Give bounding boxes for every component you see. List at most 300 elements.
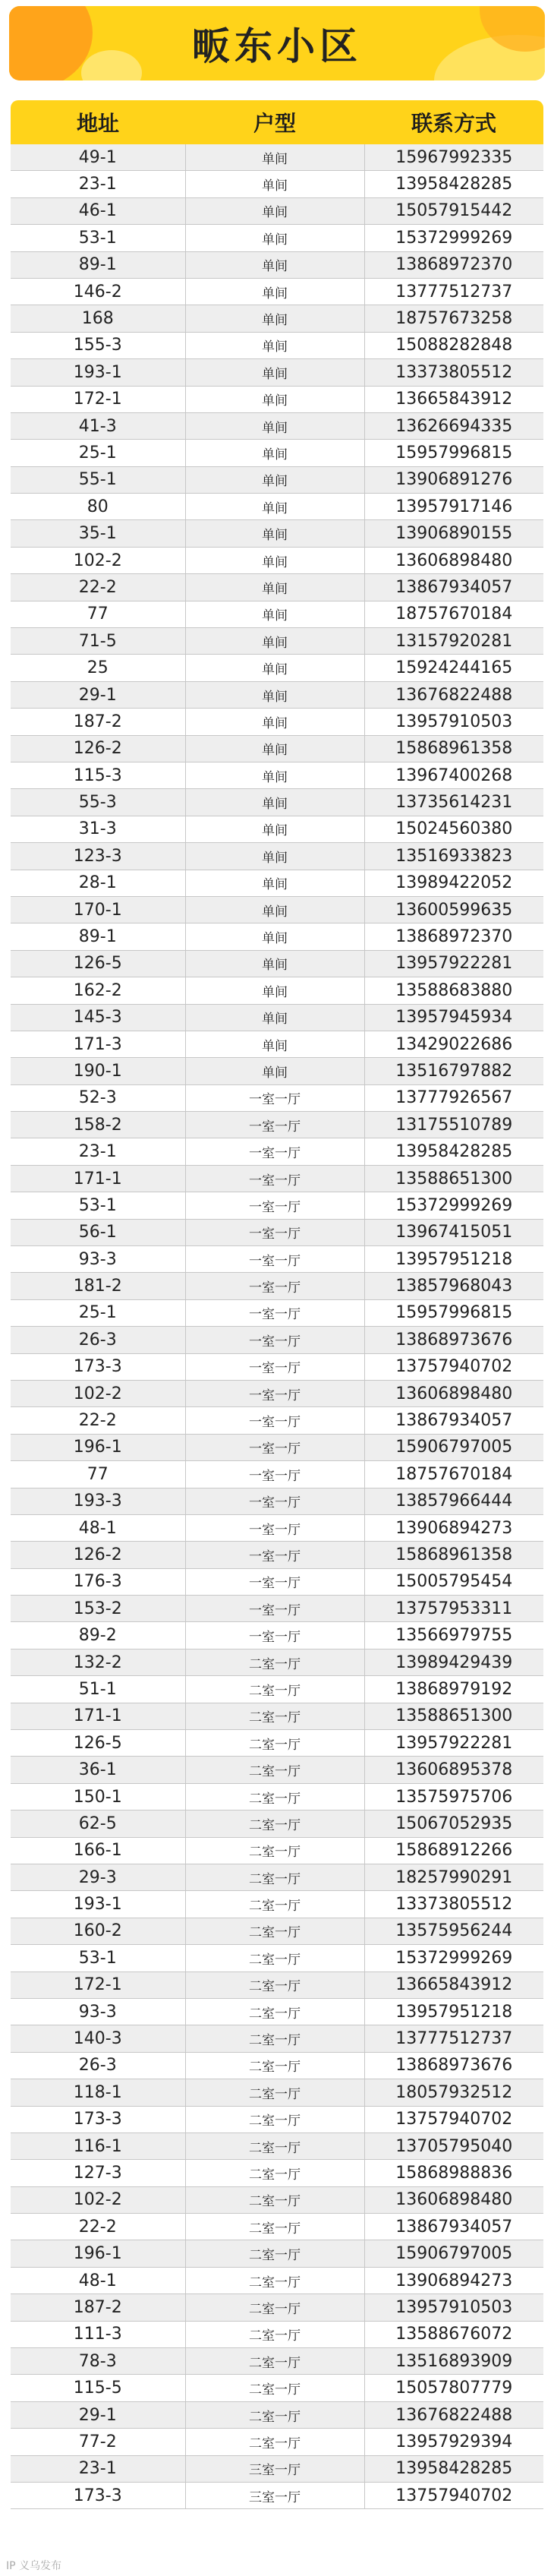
cell-unit-type: 单间 <box>185 843 364 870</box>
cell-contact-phone: 15924244165 <box>364 655 543 681</box>
cell-address: 168 <box>11 305 185 332</box>
cell-unit-type: 二室一厅 <box>185 1864 364 1891</box>
cell-address: 172-1 <box>11 1971 185 1998</box>
cell-unit-type: 一室一厅 <box>185 1353 364 1380</box>
cell-unit-type: 单间 <box>185 278 364 305</box>
cell-address: 49-1 <box>11 144 185 171</box>
cell-address: 29-1 <box>11 681 185 708</box>
cell-unit-type: 单间 <box>185 171 364 197</box>
cell-address: 102-2 <box>11 1380 185 1406</box>
table-header <box>11 100 543 144</box>
cell-contact-phone: 13757953311 <box>364 1596 543 1622</box>
cell-contact-phone: 13676822488 <box>364 2401 543 2428</box>
cell-contact-phone: 15957996815 <box>364 440 543 466</box>
table-row <box>11 520 543 547</box>
table-row <box>11 2186 543 2213</box>
table-row <box>11 1568 543 1595</box>
cell-unit-type: 单间 <box>185 359 364 386</box>
cell-unit-type: 一室一厅 <box>185 1542 364 1568</box>
cell-unit-type: 单间 <box>185 1058 364 1084</box>
cell-address: 23-1 <box>11 2455 185 2482</box>
cell-unit-type: 二室一厅 <box>185 1891 364 1918</box>
cell-unit-type: 二室一厅 <box>185 2348 364 2375</box>
table-row <box>11 601 543 627</box>
cell-unit-type: 二室一厅 <box>185 1649 364 1675</box>
cell-address: 25 <box>11 655 185 681</box>
cell-unit-type: 一室一厅 <box>185 1488 364 1514</box>
cell-unit-type: 单间 <box>185 305 364 332</box>
watermark-text: IP 义乌发布 <box>6 2560 62 2572</box>
table-row <box>11 1622 543 1649</box>
cell-unit-type: 二室一厅 <box>185 2106 364 2132</box>
table-row <box>11 574 543 601</box>
table-row <box>11 547 543 573</box>
table-row <box>11 2160 543 2186</box>
cell-address: 22-2 <box>11 574 185 601</box>
cell-address: 196-1 <box>11 1434 185 1460</box>
cell-address: 123-3 <box>11 843 185 870</box>
table-header-row <box>11 100 543 144</box>
table-row <box>11 950 543 977</box>
table-row <box>11 1165 543 1192</box>
cell-contact-phone: 13906891276 <box>364 466 543 493</box>
cell-unit-type: 一室一厅 <box>185 1273 364 1299</box>
cell-unit-type: 单间 <box>185 735 364 762</box>
cell-address: 93-3 <box>11 1998 185 2025</box>
cell-unit-type: 二室一厅 <box>185 1837 364 1864</box>
cell-address: 126-2 <box>11 735 185 762</box>
cell-contact-phone: 13868973676 <box>364 1327 543 1353</box>
table-row <box>11 1273 543 1299</box>
table-row <box>11 2240 543 2267</box>
cell-contact-phone: 13868973676 <box>364 2052 543 2079</box>
cell-unit-type: 一室一厅 <box>185 1138 364 1165</box>
cell-contact-phone: 13777512737 <box>364 278 543 305</box>
cell-contact-phone: 13958428285 <box>364 2455 543 2482</box>
cell-unit-type: 一室一厅 <box>185 1380 364 1406</box>
table-row <box>11 628 543 655</box>
cell-unit-type: 一室一厅 <box>185 1327 364 1353</box>
cell-unit-type: 一室一厅 <box>185 1219 364 1245</box>
table-row <box>11 278 543 305</box>
table-row <box>11 1219 543 1245</box>
table-row <box>11 1058 543 1084</box>
cell-address: 150-1 <box>11 1783 185 1810</box>
cell-address: 23-1 <box>11 1138 185 1165</box>
cell-address: 89-1 <box>11 923 185 950</box>
table-row <box>11 1112 543 1138</box>
cell-contact-phone: 15057915442 <box>364 197 543 224</box>
cell-contact-phone: 13157920281 <box>364 628 543 655</box>
cell-address: 193-3 <box>11 1488 185 1514</box>
table-row <box>11 1353 543 1380</box>
cell-unit-type: 单间 <box>185 466 364 493</box>
cell-contact-phone: 13957917146 <box>364 494 543 520</box>
table-row <box>11 2321 543 2347</box>
table-row <box>11 1757 543 1783</box>
cell-address: 126-2 <box>11 1542 185 1568</box>
cell-unit-type: 单间 <box>185 923 364 950</box>
cell-unit-type: 一室一厅 <box>185 1622 364 1649</box>
cell-unit-type: 单间 <box>185 225 364 251</box>
cell-contact-phone: 13516893909 <box>364 2348 543 2375</box>
cell-address: 55-3 <box>11 789 185 816</box>
cell-contact-phone: 13957951218 <box>364 1246 543 1273</box>
table-row <box>11 896 543 923</box>
table-row <box>11 762 543 788</box>
cell-address: 31-3 <box>11 816 185 842</box>
cell-unit-type: 一室一厅 <box>185 1434 364 1460</box>
cell-contact-phone: 18757670184 <box>364 1461 543 1488</box>
cell-contact-phone: 13867934057 <box>364 1407 543 1434</box>
cell-unit-type: 单间 <box>185 386 364 412</box>
cell-address: 171-3 <box>11 1031 185 1057</box>
cell-address: 22-2 <box>11 2214 185 2240</box>
cell-unit-type: 单间 <box>185 709 364 735</box>
cell-contact-phone: 15372999269 <box>364 1192 543 1219</box>
cell-address: 26-3 <box>11 1327 185 1353</box>
cell-contact-phone: 13777926567 <box>364 1084 543 1111</box>
cell-contact-phone: 13967415051 <box>364 1219 543 1245</box>
cell-address: 190-1 <box>11 1058 185 1084</box>
cell-contact-phone: 13665843912 <box>364 386 543 412</box>
cell-address: 172-1 <box>11 386 185 412</box>
cell-unit-type: 二室一厅 <box>185 2025 364 2052</box>
cell-contact-phone: 18057932512 <box>364 2079 543 2106</box>
cell-contact-phone: 13575975706 <box>364 1783 543 1810</box>
cell-address: 77 <box>11 1461 185 1488</box>
cell-unit-type: 二室一厅 <box>185 2401 364 2428</box>
cell-contact-phone: 13373805512 <box>364 1891 543 1918</box>
table-row <box>11 681 543 708</box>
cell-address: 62-5 <box>11 1810 185 1837</box>
header-banner-area <box>0 0 554 88</box>
cell-address: 118-1 <box>11 2079 185 2106</box>
cell-unit-type: 二室一厅 <box>185 1998 364 2025</box>
cell-contact-phone: 13588651300 <box>364 1165 543 1192</box>
cell-contact-phone: 13958428285 <box>364 171 543 197</box>
cell-contact-phone: 13906894273 <box>364 1514 543 1541</box>
table-row <box>11 923 543 950</box>
table-row <box>11 2482 543 2508</box>
cell-address: 52-3 <box>11 1084 185 1111</box>
cell-unit-type: 一室一厅 <box>185 1514 364 1541</box>
table-row <box>11 494 543 520</box>
table-row <box>11 655 543 681</box>
cell-contact-phone: 15868961358 <box>364 735 543 762</box>
cell-address: 115-5 <box>11 2375 185 2401</box>
cell-contact-phone: 13575956244 <box>364 1918 543 1944</box>
table-row <box>11 251 543 278</box>
table-row <box>11 2429 543 2455</box>
cell-address: 77-2 <box>11 2429 185 2455</box>
cell-unit-type: 单间 <box>185 412 364 439</box>
table-row <box>11 2401 543 2428</box>
table-row <box>11 171 543 197</box>
cell-address: 78-3 <box>11 2348 185 2375</box>
cell-address: 171-1 <box>11 1165 185 1192</box>
cell-address: 127-3 <box>11 2160 185 2186</box>
cell-unit-type: 单间 <box>185 440 364 466</box>
cell-address: 173-3 <box>11 2482 185 2508</box>
table-row <box>11 1864 543 1891</box>
cell-unit-type: 一室一厅 <box>185 1084 364 1111</box>
table-row <box>11 1031 543 1057</box>
table-row <box>11 359 543 386</box>
cell-unit-type: 单间 <box>185 628 364 655</box>
cell-unit-type: 二室一厅 <box>185 1945 364 1971</box>
cell-contact-phone: 13958428285 <box>364 1138 543 1165</box>
table-row <box>11 1407 543 1434</box>
cell-unit-type: 单间 <box>185 681 364 708</box>
cell-address: 89-2 <box>11 1622 185 1649</box>
table-row <box>11 1891 543 1918</box>
table-row <box>11 386 543 412</box>
cell-unit-type: 二室一厅 <box>185 2294 364 2321</box>
cell-unit-type: 一室一厅 <box>185 1192 364 1219</box>
cell-address: 28-1 <box>11 870 185 896</box>
table-row <box>11 977 543 1004</box>
cell-unit-type: 一室一厅 <box>185 1246 364 1273</box>
cell-unit-type: 二室一厅 <box>185 1810 364 1837</box>
table-row <box>11 197 543 224</box>
cell-contact-phone: 13606898480 <box>364 2186 543 2213</box>
table-row <box>11 1730 543 1757</box>
table-row <box>11 332 543 358</box>
cell-unit-type: 单间 <box>185 332 364 358</box>
table-row <box>11 2052 543 2079</box>
table-row <box>11 2132 543 2159</box>
cell-contact-phone: 15906797005 <box>364 1434 543 1460</box>
cell-unit-type: 二室一厅 <box>185 1757 364 1783</box>
cell-address: 46-1 <box>11 197 185 224</box>
table-row <box>11 1380 543 1406</box>
cell-address: 77 <box>11 601 185 627</box>
cell-unit-type: 二室一厅 <box>185 2214 364 2240</box>
cell-address: 25-1 <box>11 1299 185 1326</box>
cell-contact-phone: 13429022686 <box>364 1031 543 1057</box>
cell-unit-type: 二室一厅 <box>185 2240 364 2267</box>
cell-contact-phone: 15906797005 <box>364 2240 543 2267</box>
cell-address: 162-2 <box>11 977 185 1004</box>
cell-unit-type: 一室一厅 <box>185 1461 364 1488</box>
table-body <box>11 144 543 2509</box>
table-row <box>11 709 543 735</box>
cell-contact-phone: 13676822488 <box>364 681 543 708</box>
cell-address: 173-3 <box>11 1353 185 1380</box>
table-row <box>11 1084 543 1111</box>
cell-contact-phone: 13906890155 <box>364 520 543 547</box>
cell-unit-type: 二室一厅 <box>185 2429 364 2455</box>
column-header-unit-type: 户型 <box>185 100 364 144</box>
cell-contact-phone: 13867934057 <box>364 574 543 601</box>
cell-contact-phone: 15088282848 <box>364 332 543 358</box>
cell-contact-phone: 13735614231 <box>364 789 543 816</box>
cell-unit-type: 三室一厅 <box>185 2455 364 2482</box>
cell-unit-type: 单间 <box>185 896 364 923</box>
table-row <box>11 1703 543 1729</box>
cell-address: 126-5 <box>11 1730 185 1757</box>
cell-address: 102-2 <box>11 547 185 573</box>
cell-contact-phone: 13373805512 <box>364 359 543 386</box>
cell-address: 116-1 <box>11 2132 185 2159</box>
cell-address: 41-3 <box>11 412 185 439</box>
cell-contact-phone: 15957996815 <box>364 1299 543 1326</box>
cell-address: 160-2 <box>11 1918 185 1944</box>
cell-address: 102-2 <box>11 2186 185 2213</box>
table-row <box>11 843 543 870</box>
cell-unit-type: 一室一厅 <box>185 1299 364 1326</box>
table-row <box>11 2214 543 2240</box>
table-row <box>11 1649 543 1675</box>
cell-address: 48-1 <box>11 2267 185 2293</box>
cell-unit-type: 三室一厅 <box>185 2482 364 2508</box>
cell-contact-phone: 13868979192 <box>364 1676 543 1703</box>
cell-address: 145-3 <box>11 1004 185 1031</box>
cell-unit-type: 单间 <box>185 870 364 896</box>
cell-contact-phone: 13989429439 <box>364 1649 543 1675</box>
table-row <box>11 1542 543 1568</box>
cell-address: 93-3 <box>11 1246 185 1273</box>
cell-address: 166-1 <box>11 1837 185 1864</box>
cell-address: 53-1 <box>11 1192 185 1219</box>
cell-contact-phone: 13857966444 <box>364 1488 543 1514</box>
table-row <box>11 1676 543 1703</box>
cell-contact-phone: 13868972370 <box>364 251 543 278</box>
cell-address: 29-3 <box>11 1864 185 1891</box>
table-row <box>11 1596 543 1622</box>
cell-contact-phone: 13957929394 <box>364 2429 543 2455</box>
cell-unit-type: 单间 <box>185 494 364 520</box>
cell-contact-phone: 18257990291 <box>364 1864 543 1891</box>
cell-unit-type: 二室一厅 <box>185 1783 364 1810</box>
cell-unit-type: 单间 <box>185 144 364 171</box>
cell-address: 187-2 <box>11 2294 185 2321</box>
table-row <box>11 2455 543 2482</box>
cell-address: 36-1 <box>11 1757 185 1783</box>
table-row <box>11 1810 543 1837</box>
column-header-contact: 联系方式 <box>364 100 543 144</box>
cell-address: 126-5 <box>11 950 185 977</box>
cell-address: 158-2 <box>11 1112 185 1138</box>
cell-contact-phone: 13705795040 <box>364 2132 543 2159</box>
cell-unit-type: 二室一厅 <box>185 1730 364 1757</box>
table-row <box>11 1434 543 1460</box>
cell-unit-type: 二室一厅 <box>185 2079 364 2106</box>
cell-contact-phone: 15372999269 <box>364 225 543 251</box>
cell-address: 132-2 <box>11 1649 185 1675</box>
table-row <box>11 1945 543 1971</box>
table-row <box>11 1783 543 1810</box>
cell-contact-phone: 15868961358 <box>364 1542 543 1568</box>
cell-unit-type: 二室一厅 <box>185 2267 364 2293</box>
cell-address: 48-1 <box>11 1514 185 1541</box>
cell-unit-type: 单间 <box>185 655 364 681</box>
cell-unit-type: 单间 <box>185 601 364 627</box>
cell-address: 53-1 <box>11 225 185 251</box>
cell-address: 29-1 <box>11 2401 185 2428</box>
table-row <box>11 1971 543 1998</box>
cell-address: 56-1 <box>11 1219 185 1245</box>
cell-address: 51-1 <box>11 1676 185 1703</box>
cell-contact-phone: 13957922281 <box>364 950 543 977</box>
cell-unit-type: 二室一厅 <box>185 2321 364 2347</box>
table-row <box>11 412 543 439</box>
table-row <box>11 225 543 251</box>
cell-contact-phone: 13588676072 <box>364 2321 543 2347</box>
cell-unit-type: 单间 <box>185 197 364 224</box>
table-row <box>11 305 543 332</box>
cell-address: 171-1 <box>11 1703 185 1729</box>
title-banner <box>9 6 545 80</box>
cell-contact-phone: 15067052935 <box>364 1810 543 1837</box>
cell-contact-phone: 13777512737 <box>364 2025 543 2052</box>
cell-address: 155-3 <box>11 332 185 358</box>
cell-contact-phone: 13957945934 <box>364 1004 543 1031</box>
cell-contact-phone: 13626694335 <box>364 412 543 439</box>
cell-unit-type: 二室一厅 <box>185 1918 364 1944</box>
cell-address: 23-1 <box>11 171 185 197</box>
table-row <box>11 144 543 171</box>
cell-unit-type: 二室一厅 <box>185 1703 364 1729</box>
cell-address: 115-3 <box>11 762 185 788</box>
cell-contact-phone: 13757940702 <box>364 1353 543 1380</box>
cell-unit-type: 一室一厅 <box>185 1568 364 1595</box>
cell-contact-phone: 13516797882 <box>364 1058 543 1084</box>
cell-address: 181-2 <box>11 1273 185 1299</box>
table-row <box>11 1138 543 1165</box>
cell-address: 146-2 <box>11 278 185 305</box>
cell-contact-phone: 13857968043 <box>364 1273 543 1299</box>
cell-contact-phone: 13566979755 <box>364 1622 543 1649</box>
table-row <box>11 1488 543 1514</box>
cell-address: 193-1 <box>11 359 185 386</box>
cell-unit-type: 单间 <box>185 950 364 977</box>
table-row <box>11 816 543 842</box>
table-row <box>11 1461 543 1488</box>
cell-unit-type: 一室一厅 <box>185 1165 364 1192</box>
cell-contact-phone: 13600599635 <box>364 896 543 923</box>
cell-contact-phone: 13606898480 <box>364 547 543 573</box>
cell-address: 80 <box>11 494 185 520</box>
table-row <box>11 1299 543 1326</box>
cell-contact-phone: 13757940702 <box>364 2106 543 2132</box>
cell-address: 71-5 <box>11 628 185 655</box>
cell-address: 140-3 <box>11 2025 185 2052</box>
cell-contact-phone: 13757940702 <box>364 2482 543 2508</box>
cell-address: 187-2 <box>11 709 185 735</box>
cell-unit-type: 单间 <box>185 1031 364 1057</box>
cell-contact-phone: 15372999269 <box>364 1945 543 1971</box>
cell-unit-type: 单间 <box>185 251 364 278</box>
cell-unit-type: 单间 <box>185 574 364 601</box>
table-row <box>11 1918 543 1944</box>
cell-contact-phone: 13967400268 <box>364 762 543 788</box>
cell-contact-phone: 13606898480 <box>364 1380 543 1406</box>
cell-contact-phone: 13516933823 <box>364 843 543 870</box>
cell-contact-phone: 13606895378 <box>364 1757 543 1783</box>
table-row <box>11 1246 543 1273</box>
table-row <box>11 2267 543 2293</box>
cell-unit-type: 二室一厅 <box>185 2132 364 2159</box>
cell-contact-phone: 15005795454 <box>364 1568 543 1595</box>
cell-unit-type: 单间 <box>185 789 364 816</box>
cell-unit-type: 单间 <box>185 977 364 1004</box>
cell-contact-phone: 13175510789 <box>364 1112 543 1138</box>
cell-contact-phone: 15868988836 <box>364 2160 543 2186</box>
cell-unit-type: 单间 <box>185 816 364 842</box>
cell-address: 170-1 <box>11 896 185 923</box>
